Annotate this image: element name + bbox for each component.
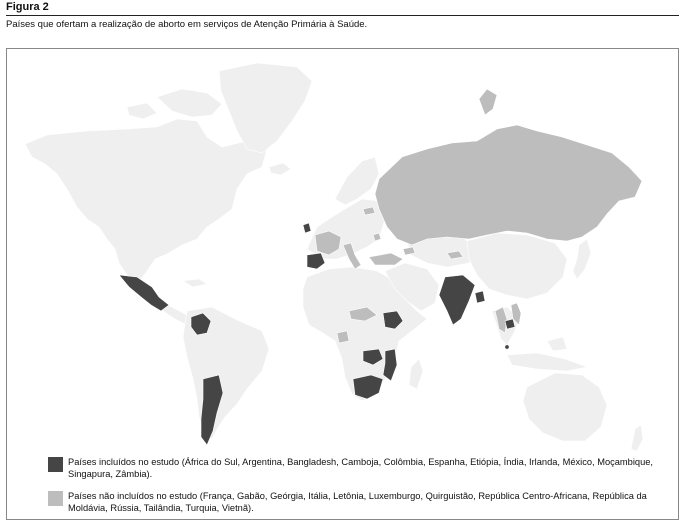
- title-rule: [6, 15, 679, 16]
- caribbean: [183, 279, 207, 287]
- legend-swatch-not-included: [48, 491, 63, 506]
- country-russia: [375, 125, 642, 245]
- country-india: [439, 275, 475, 325]
- figure-title: Figura 2: [6, 1, 49, 13]
- japan: [573, 239, 591, 279]
- greenland: [219, 63, 312, 153]
- north-america: [25, 119, 267, 284]
- canadian-arctic: [127, 89, 222, 119]
- country-cambodia: [505, 319, 515, 329]
- legend-text-included: Países incluídos no estudo (África do Sul, Argentina, Bangladesh, Camboja, Colômbia, Espanha, Etiópia, Índia, Irlanda, México, Moçambique, Singapura, Zâmbia).: [68, 457, 654, 479]
- country-bangladesh: [475, 291, 485, 303]
- east-asia: [467, 233, 567, 299]
- new-zealand: [631, 425, 643, 451]
- country-gabon: [337, 331, 349, 343]
- scandinavia: [335, 157, 379, 205]
- madagascar: [409, 359, 423, 389]
- australia: [523, 373, 607, 441]
- legend-swatch-included: [48, 457, 63, 472]
- iceland: [269, 163, 291, 175]
- figure-caption: Países que ofertam a realização de aborto em serviços de Atenção Primária à Saúde.: [6, 19, 368, 30]
- country-turkey: [369, 253, 403, 265]
- legend-text-not-included: Países não incluídos no estudo (França, Gabão, Geórgia, Itália, Letônia, Luxemburgo, Quirguistão, República Centro-Africana, República da Moldávia, Rússia, Tailândia, Turquia, Vietnã).: [68, 491, 647, 513]
- country-ireland: [303, 223, 311, 233]
- indonesia: [507, 337, 587, 371]
- country-singapore: [505, 345, 509, 349]
- country-south-africa: [353, 375, 383, 399]
- country-mozambique: [383, 349, 397, 381]
- world-map: [7, 49, 680, 521]
- country-mexico: [119, 275, 169, 311]
- country-russia-arctic: [479, 89, 497, 115]
- map-frame: [6, 48, 679, 520]
